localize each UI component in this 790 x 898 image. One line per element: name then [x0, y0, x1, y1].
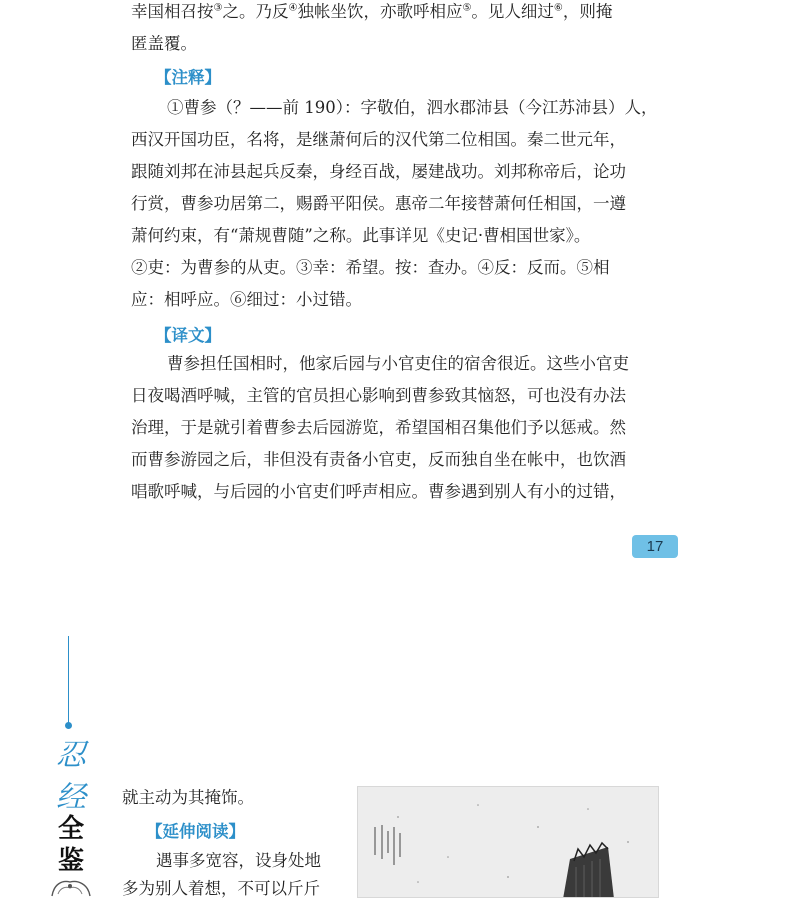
extended-reading-heading: 【延伸阅读】	[146, 822, 245, 841]
brand-char-3: 全	[57, 814, 84, 844]
notes-line: 行赏，曹参功居第二，赐爵平阳侯。惠帝二年接替萧何任相国，一遵	[131, 194, 626, 213]
text-segment: 独帐坐饮，亦歌呼相应	[297, 2, 463, 21]
text-line: 多为别人着想，不可以斤斤	[122, 879, 320, 898]
brand-char-4: 鉴	[57, 846, 84, 876]
translation-line: 治理，于是就引着曹参去后园游览，希望国相召集他们予以惩戒。然	[131, 418, 626, 437]
notes-line: 应：相呼应。⑥细过：小过错。	[131, 290, 362, 309]
translation-heading: 【译文】	[155, 326, 221, 345]
text-segment: ，则掩	[562, 2, 613, 21]
note-ref: ⑥	[553, 2, 563, 14]
text-line: 匿盖覆。	[131, 34, 197, 53]
margin-dot	[65, 722, 72, 729]
notes-heading: 【注释】	[155, 68, 221, 87]
notes-line: 西汉开国功臣，名将，是继萧何后的汉代第二位相国。秦二世元年，	[131, 130, 626, 149]
translation-line: 唱歌呼喊，与后园的小官吏们呼声相应。曹参遇到别人有小的过错，	[131, 482, 626, 501]
notes-line: 萧何约束，有“萧规曹随”之称。此事详见《史记·曹相国世家》。	[131, 226, 591, 245]
note-ref: ④	[288, 2, 298, 14]
text-line: 遇事多宽容，设身处地	[156, 851, 321, 870]
text-segment: 。见人细过	[471, 2, 554, 21]
note-ref: ⑤	[462, 2, 472, 14]
translation-line: 曹参担任国相时，他家后园与小官吏住的宿舍很近。这些小官吏	[167, 354, 629, 373]
translation-line: 日夜喝酒呼喊，主管的官员担心影响到曹参致其恼怒，可也没有办法	[131, 386, 626, 405]
translation-line: 而曹参游园之后，非但没有责备小官吏，反而独自坐在帐中，也饮酒	[131, 450, 626, 469]
note-ref: ③	[213, 2, 223, 14]
notes-line: 跟随刘邦在沛县起兵反秦，身经百战，屡建战功。刘邦称帝后，论功	[131, 162, 626, 181]
ink-painting-illustration	[357, 786, 659, 898]
brand-char-1: 忍	[56, 738, 86, 773]
ornament-icon	[48, 874, 94, 898]
text-segment: 之。乃反	[222, 2, 289, 21]
notes-line: ①曹参（？——前 190）：字敬伯，泗水郡沛县（今江苏沛县）人，	[167, 98, 658, 117]
ink-painting-art	[358, 787, 659, 898]
notes-line: ②吏：为曹参的从吏。③幸：希望。按：查办。④反：反而。⑤相	[131, 258, 610, 277]
text-line	[131, 0, 612, 24]
text-segment: 幸国相召按	[131, 2, 214, 21]
page-number-badge: 17	[632, 535, 678, 558]
brand-char-2: 经	[56, 780, 86, 815]
text-line: 就主动为其掩饰。	[122, 788, 254, 807]
margin-rule	[68, 636, 69, 724]
